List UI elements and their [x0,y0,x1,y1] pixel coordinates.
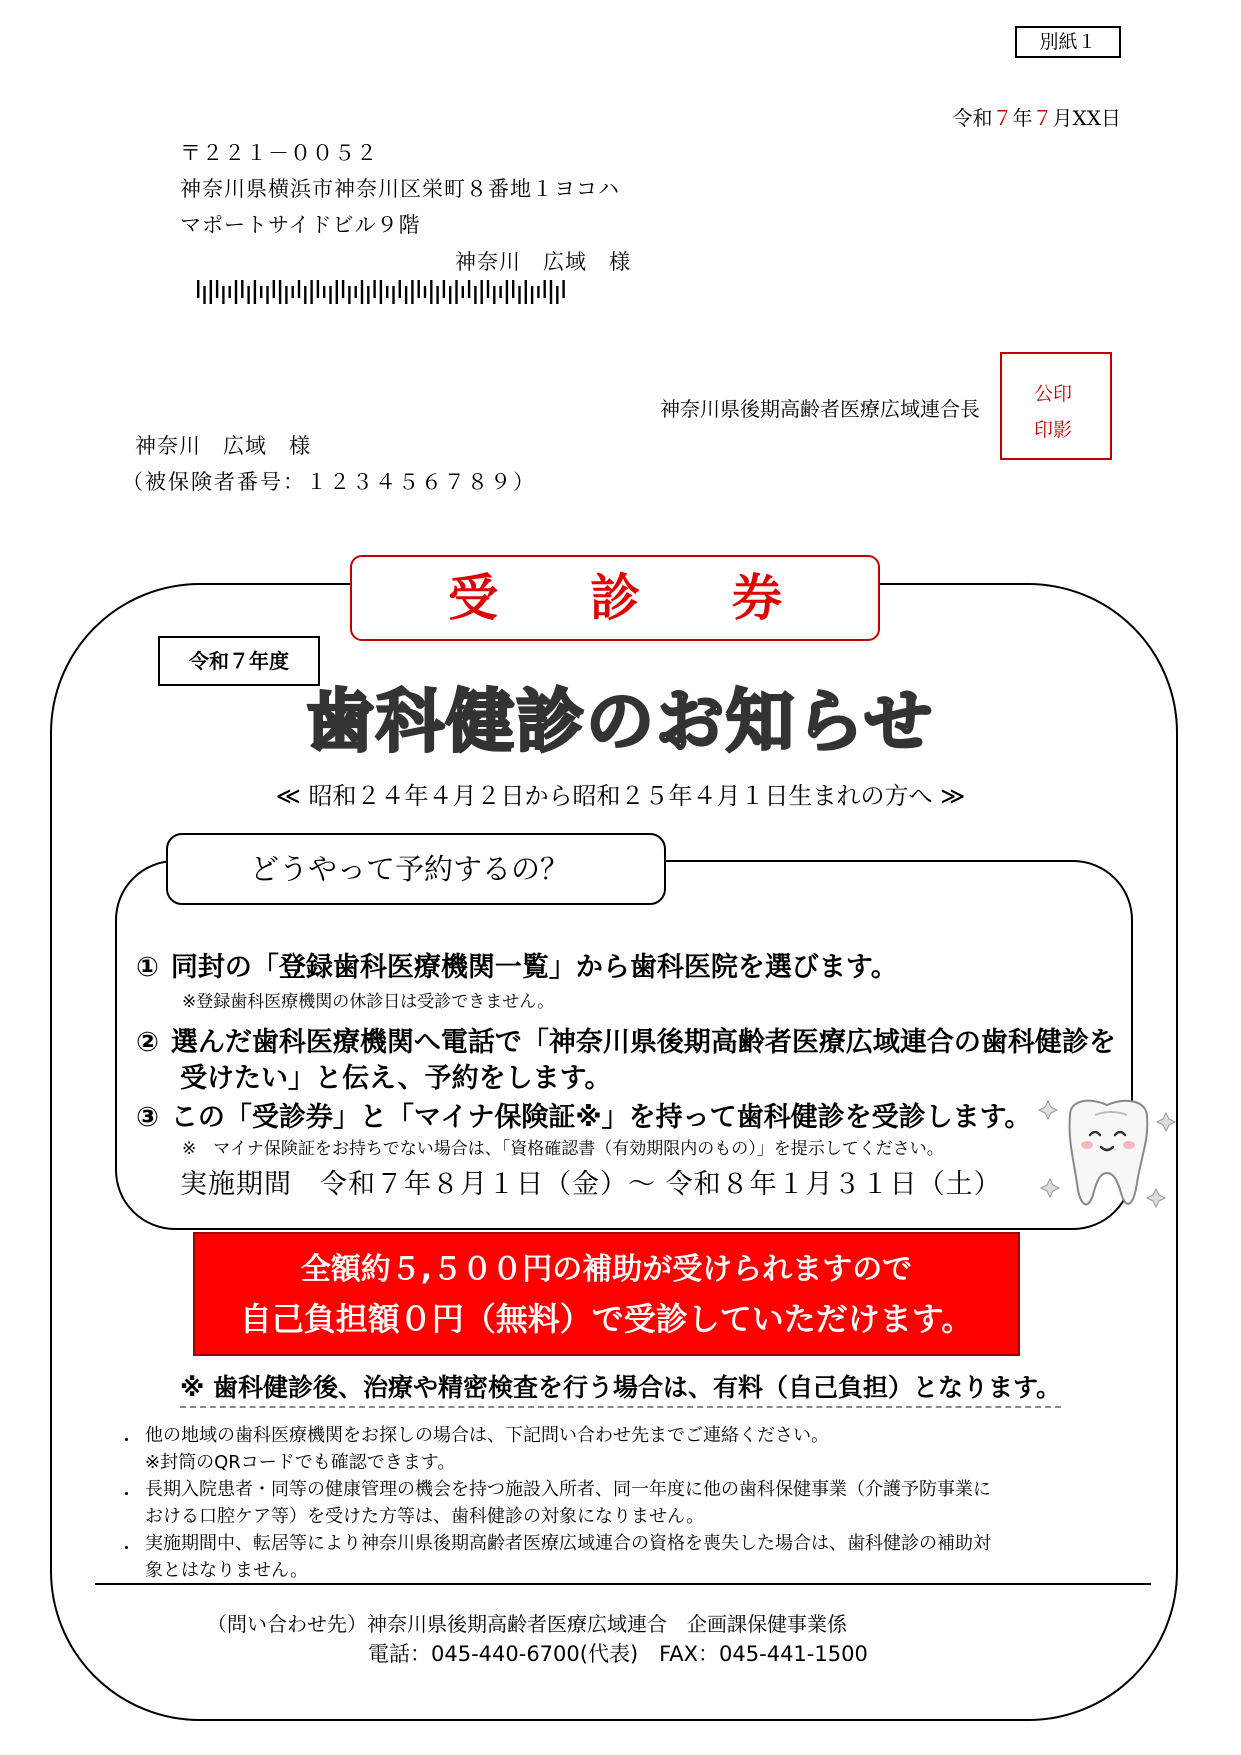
address-line1: 神奈川県横浜市神奈川区栄町８番地１ヨコハ [180,177,620,201]
step-1-note: ※登録歯科医療機関の休診日は受診できません。 [182,992,555,1012]
fiscal-year-box: 令和７年度 [158,636,320,686]
address-line2: マポートサイドビル９階 [180,213,421,237]
implementation-period: 実施期間 令和７年８月１日（金）～ 令和８年１月３１日（土） [180,1169,1002,1200]
subsidy-banner [193,1232,1020,1356]
voucher-tab: 受診券 [350,555,880,641]
contact-line2: 電話：045-440-6700(代表) FAX：045-441-1500 [368,1642,868,1666]
official-seal-text: 公印 印影 [1034,383,1073,441]
footer-divider [95,1583,1151,1585]
step-1: ① 同封の「登録歯科医療機関一覧」から歯科医院を選びます。 [136,952,898,983]
insured-number: （被保険者番号：１２３４５６７８９） [122,470,536,494]
issue-date: 令和７年７月XX日 [952,106,1121,130]
howto-heading: どうやって予約するの？ [166,833,666,905]
smiling-tooth-icon [1035,1085,1185,1225]
bullet-2: ・ [118,1485,135,1505]
attachment-label: 別紙１ [1015,26,1121,58]
bullet-1: ・ [118,1431,135,1451]
svg-text:歯科健診のお知らせ: 歯科健診のお知らせ [306,683,934,762]
main-title [0,675,1241,775]
bullet-3: ・ [118,1539,135,1559]
step-3: ③ この「受診券」と「マイナ保険証※」を持って歯科健診を受診します。 [136,1102,1032,1133]
note-3: 実施期間中、転居等により神奈川県後期高齢者医療広域連合の資格を喪失した場合は、歯科健診の補助対 象とはなりません。 [145,1533,991,1581]
cost-warning: ※ 歯科健診後、治療や精密検査を行う場合は、有料（自己負担）となります。 [180,1368,1061,1408]
note-2: 長期入院患者・同等の健康管理の機会を持つ施設入所者、同一年度に他の歯科保健事業（介護予防事業に おける口腔ケア等）を受けた方等は、歯科健診の対象になりません。 [145,1479,991,1527]
subsidy-line1: 全額約５,５００円の補助が受けられますので [300,1252,913,1287]
contact-line1: （問い合わせ先）神奈川県後期高齢者医療広域連合 企画課保健事業係 [207,1612,847,1636]
recipient-name: 神奈川 広域 様 [135,434,311,458]
eligibility-line: ≪ 昭和２４年４月２日から昭和２５年４月１日生まれの方へ ≫ [275,782,966,810]
note-1: 他の地域の歯科医療機関をお探しの場合は、下記問い合わせ先までご連絡ください。 ※封筒のQRコードでも確認できます。 [145,1425,829,1473]
step-2: ② 選んだ歯科医療機関へ電話で「神奈川県後期高齢者医療広域連合の歯科健診を [136,1027,1116,1058]
addressee: 神奈川 広域 様 [455,250,631,274]
postal-code: 〒２２１－００５２ [180,141,378,165]
step-2-continued: 受けたい」と伝え、予約をします。 [180,1063,612,1094]
step-3-note: ※ マイナ保険証をお持ちでない場合は、「資格確認書（有効期限内のもの）」を提示してください。 [182,1139,944,1159]
sender-name: 神奈川県後期高齢者医療広域連合長 [660,397,980,421]
subsidy-line2: 自己負担額０円（無料）で受診していただけます。 [239,1300,974,1338]
customer-barcode [195,280,571,304]
